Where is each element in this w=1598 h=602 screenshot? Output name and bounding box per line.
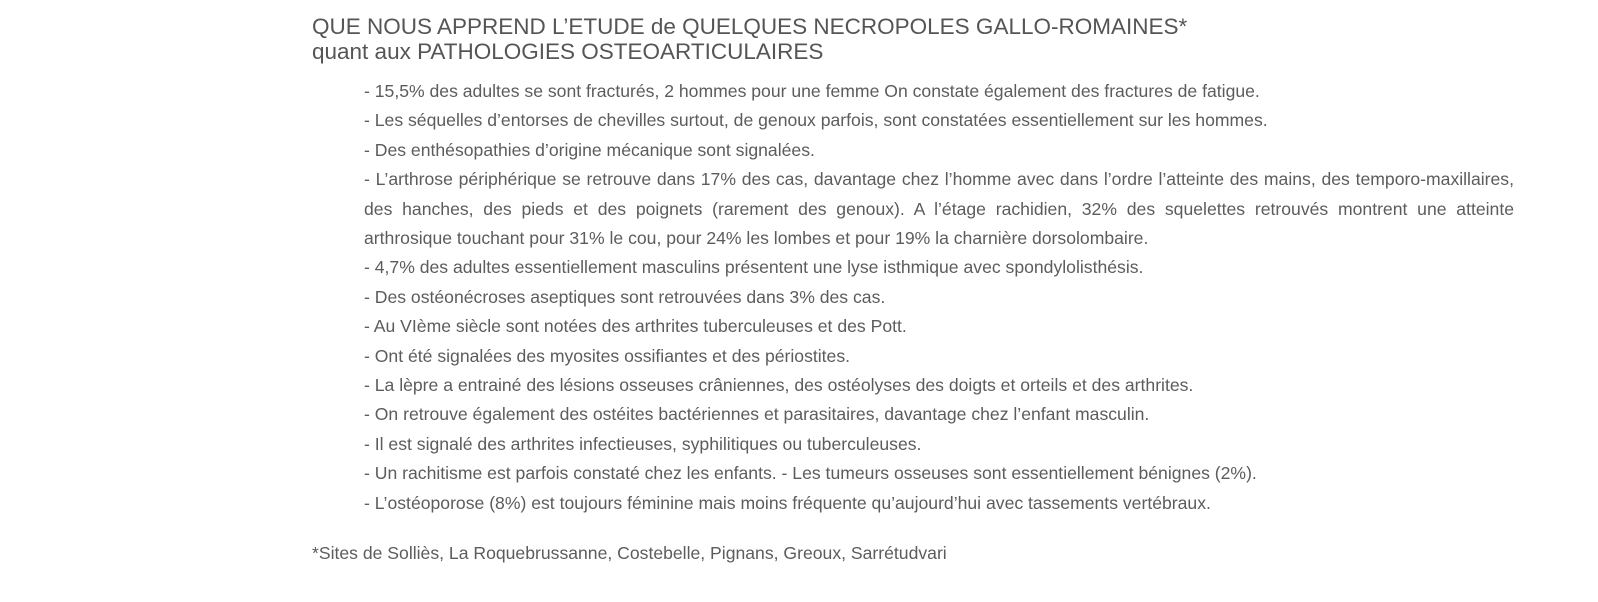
title-line-1: QUE NOUS APPREND L’ETUDE de QUELQUES NECROPOLES GALLO-ROMAINES* [312,14,1188,39]
list-item: - Ont été signalées des myosites ossifiantes et des périostites. [364,345,851,366]
list-item: - Les séquelles d’entorses de chevilles surtout, de genoux parfois, sont constatées essentiellement sur les hommes. [364,110,1268,131]
footnote: *Sites de Solliès, La Roquebrussanne, Costebelle, Pignans, Greoux, Sarrétudvari [312,543,947,564]
list-item: - 4,7% des adultes essentiellement masculins présentent une lyse isthmique avec spondylolisthésis. [364,257,1144,278]
findings-list [364,77,1514,518]
list-item: - On retrouve également des ostéites bactériennes et parasitaires, davantage chez l’enfant masculin. [364,404,1150,425]
list-item: - La lèpre a entrainé des lésions osseuses crâniennes, des ostéolyses des doigts et orteils et des arthrites. [364,375,1194,396]
list-item: - Au VIème siècle sont notées des arthrites tuberculeuses et des Pott. [364,316,907,337]
list-item: - Il est signalé des arthrites infectieuses, syphilitiques ou tuberculeuses. [364,433,922,454]
list-item: - L’arthrose périphérique se retrouve dans 17% des cas, davantage chez l’homme avec dans l’ordre l’atteinte des mains, des temporo-maxillaires, des hanches, des pieds et des poignets (rarement des genoux). A l’étage rachidien, 32% des squelettes retrouvés montrent une atteinte arthrosique touchant pour 31% le cou, pour 24% les lombes et pour 19% la charnière dorsolombaire. [364,169,1514,249]
list-item: - Des enthésopathies d’origine mécanique sont signalées. [364,139,815,160]
list-item: - Un rachitisme est parfois constaté chez les enfants. - Les tumeurs osseuses sont essentiellement bénignes (2%). [364,463,1257,484]
article [312,14,1514,568]
title-line-2: quant aux PATHOLOGIES OSTEOARTICULAIRES [312,39,824,64]
list-item: - L’ostéoporose (8%) est toujours féminine mais moins fréquente qu’aujourd’hui avec tassements vertébraux. [364,492,1211,513]
list-item: - 15,5% des adultes se sont fracturés, 2 hommes pour une femme On constate également des fractures de fatigue. [364,81,1260,101]
page-title [312,14,1514,64]
list-item: - Des ostéonécroses aseptiques sont retrouvées dans 3% des cas. [364,286,886,307]
